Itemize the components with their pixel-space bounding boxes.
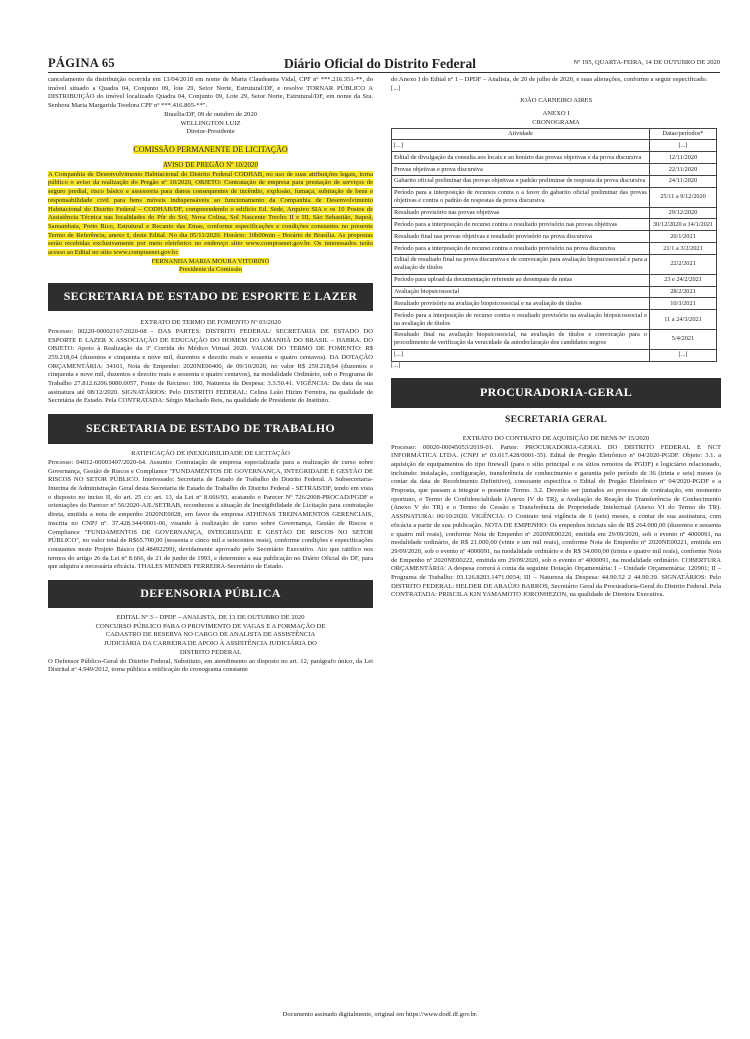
table-row	[392, 254, 717, 274]
aviso-signer: FERNANDA MARIA MOURA VITORINO	[151, 257, 270, 265]
page-header	[40, 56, 720, 72]
intro-signer: WELLINGTON LUIZ	[180, 119, 241, 127]
date-cell: 21/1 a 3/2/2021	[650, 243, 717, 255]
date-cell: 25/11 a 9/12/2020	[650, 187, 717, 207]
extrato-text: Processo: 00020-00045053/2019-01. Partes: PROCURADORIA-GERAL DO DISTRITO FEDERAL E NCT INFORMÁTICA LTDA. (CNPJ nº 03.017.428/0001-35). Edital de Pregão Eletrônico nº 04/2020-PGDF. Objeto: 3.1. a aquisição de equipamentos do tipo firewall (para o sítio principal e os sítios remotos da PGDF) e logiciário relacionado, incluindo: instalação, configuração, transferência de conhecimento e garantia pelo período de 36 (trinta e seis) meses (a contar da data de Recebimento Definitivo), consoante especifica o Edital do Pregão Eletrônico nº 04/2020-PGDF e a Proposta, que passam a integrar o presente Termo. 3.2. Deverão ser juntados ao processo de contratação, em momento oportuno, o Termo de Confidencialidade (Anexo IV do TR), a Avaliação de Reação de Transferência de Conhecimento (Anexo V do TR) e o Termo de Cessão e Transferência de Propriedade Intelectual (Anexo VI do Termo do TR). ASSINATURA: 06/10/2020. VIGÊNCIA: O Contrato terá vigência de 6 (seis) meses, a contar de sua assinatura, com eficácia a partir de sua publicação. NOTA DE EMPENHO: Os empenhos iniciais são de R$ 264.000,00 (duzentos e sessenta e quatro mil reais), conforme Nota de Empenho nº 2020NE00220, emitida em 29/09/2020, sob o evento nº 4000091, na modalidade ordinário, de R$ 21.000,00 (vinte e um mil reais), conforme Nota de Empenho nº 2020NE00221, emitida em 29/09/2020, sob o evento nº 4000091, na modalidade ordinário e de R$ 34.000,00 (trinta e quatro mil reais), conforme Nota de Empenho nº 2020NE00222, emitida em 29/09/2020, sob o evento nº 4000091, na modalidade ordinário. COBERTURA ORÇAMENTÁRIA: A despesa correrá à conta da seguinte Dotação Orçamentária: I – Unidade Orçamentária: 120901; II – Programa de Trabalho: 03.126.8203.1471.0034; III – Natureza da Despesa: 44.90.52 2 44.90.39. SIGNATÁRIOS: Pelo DISTRITO FEDERAL: HELDER DE ARAÚJO BARROS, Secretário Geral da Procuradoria-Geral do Distrito Federal. Pela CONTRATADA: PRISCILA KIN YAMAMOTO JORONHEZON, na qualidade de Diretora Executiva.	[391, 443, 721, 599]
date-cell: 23 e 24/2/2021	[650, 274, 717, 286]
date-cell: 22/2/2021	[650, 254, 717, 274]
activity-cell: Resultado provisório nas provas objetivas	[392, 207, 650, 219]
intro-text: cancelamento da distribuição ocorrida em 13/04/2018 em nome de Maria Claudeania Vidal, CPF nº ***.216.351-**, do imóvel situado a Quadra 04, Conjunto 09, lote 29, Setor Norte, Estrutural/DF, e resolve TORNAR PÚBLICO A DISTRIBUIÇÃO do imóvel localizado Quadra 04, Conjunto 09, Lote 29, Setor Norte, Estrutural/DF, em nome da Sra. Senhora Maria Margarida Teodora CPF nº ***.416.805-**".	[48, 76, 373, 110]
header-datas: Datas/períodos*	[650, 128, 717, 140]
defensoria-banner: DEFENSORIA PÚBLICA	[48, 580, 373, 608]
date-cell: 5/4/2021	[650, 329, 717, 349]
table-row	[392, 140, 717, 152]
page-number: PÁGINA 65	[48, 56, 115, 70]
cronograma-body	[392, 140, 717, 361]
table-row	[392, 152, 717, 164]
edital-sub-4: DISTRITO FEDERAL	[179, 648, 242, 656]
secretaria-geral-heading: SECRETARIA GERAL	[504, 415, 608, 426]
table-row	[392, 298, 717, 310]
table-header-row	[392, 128, 717, 140]
right-signer: JOÃO CARNEIRO AIRES	[519, 97, 593, 105]
journal-title: Diário Oficial do Distrito Federal	[284, 56, 476, 71]
activity-cell: Resultado final nas provas objetivas e resultado provisório na prova discursiva	[392, 231, 650, 243]
date-cell: [...]	[650, 140, 717, 152]
date-cell: 12/11/2020	[650, 152, 717, 164]
activity-cell: Período para a interposição de recursos contra o a favor do gabarito oficial preliminar das provas objetivas e contra o padrão de respostas da prova discursiva	[392, 187, 650, 207]
right-intro-text: do Anexo I do Edital nº 1 – DPDF – Analista, de 20 de julho de 2020, e suas alterações, conforme a seguir especificado.	[391, 76, 708, 83]
esporte-banner: SECRETARIA DE ESTADO DE ESPORTE E LAZER	[48, 283, 373, 311]
table-row	[392, 310, 717, 330]
fomento-title: EXTRATO DE TERMO DE FOMENTO Nº 03/2020	[140, 319, 281, 327]
date-cell: 20/1/2021	[650, 231, 717, 243]
edital-title: EDITAL Nº 3 – DPDF – ANALISTA, DE 13 DE OUTUBRO DE 2020	[116, 614, 305, 622]
activity-cell: Edital de divulgação da consulta aos locais e ao horário das provas objetivas e da prova discursiva	[392, 152, 650, 164]
date-cell: 22/11/2020	[650, 164, 717, 176]
ratif-title: RATIFICAÇÃO DE INEXIGIBILIDADE DE LICITAÇÃO	[131, 450, 290, 458]
date-cell: 29/12/2020	[650, 207, 717, 219]
edition-info: Nº 195, QUARTA-FEIRA, 14 DE OUTUBRO DE 2020	[573, 59, 720, 66]
activity-cell: Período para a interposição de recurso contra o resultado provisório nas provas objetivas	[392, 219, 650, 231]
activity-cell: Período para upload da documentação referente ao desempate de notas	[392, 274, 650, 286]
intro-role: Diretor-Presidente	[186, 128, 235, 136]
right-column	[391, 76, 721, 600]
edital-sub-3: JUDICIÁRIA DA CARREIRA DE APOIO À ASSISTÊNCIA JUDICIÁRIA DO	[104, 640, 317, 648]
aviso-title: AVISO DE PREGÃO Nº 10/2020	[163, 161, 258, 170]
table-row	[392, 219, 717, 231]
date-cell: 30/12/2020 a 14/1/2021	[650, 219, 717, 231]
activity-cell: Resultado provisório na avaliação biopsicossocial e na avaliação de títulos	[392, 298, 650, 310]
table-row	[392, 175, 717, 187]
activity-cell: Provas objetivas e prova discursiva	[392, 164, 650, 176]
ratif-text: Processo: 04012-00003497/2020-64. Assunto: Contratação de empresa especializada para a realização de curso sobre Governança, Gestão de Riscos e Compliance "FUNDAMENTOS DE GOVERNANÇA, INTEGRIDADE E GESTÃO DE RISCOS NO SETOR PÚBLICO. Interessado: Secretaria de Estado de Trabalho do Distrito Federal. A Subsecretaria-Interina de Administração Geral desta Secretaria de Estado de Trabalho do Distrito Federal - SETRAB/DF, tendo em vista o disposto no inciso II, do art. 25 c/c art. 13, da Lei nº 8.666/93, acatando o Parecer Nº 726/2008-PROCAD/PGDF e orientações do Parecer nº 56/2020-AJL/SETRAB, reconheceu a situação de Inexigibilidade de Licitação para contratação direta, emitida a nota de empenho 2020NE0028, em favor da empresa ATHENAS TREINAMENTOS GERENCIAIS, inscrita no CNPJ nº. 37.428.344/0001-06, visando à realização de curso sobre Governança, Gestão de Riscos e Compliance "FUNDAMENTOS DE GOVERNANÇA, INTEGRIDADE E GESTÃO DE RISCOS NO SETOR PÚBLICO", no valor total de R$65.700,00 (sessenta e cinco mil e setecentos reais), conforme condições e especificações constantes neste Projeto Básico (id.48492299), devidamente aprovado pelo Secretário Executivo. Ato que ratifico nos termos do artigo 26 da Lei nº 8.666, de 21 de junho de 1993, e determino a sua publicação no Diário Oficial do DF, para que adquira a necessária eficácia. THALES MENDES FERREIRA-Secretário de Estado.	[48, 458, 373, 571]
comissao-title: COMISSÃO PERMANENTE DE LICITAÇÃO	[133, 144, 288, 154]
table-row	[392, 231, 717, 243]
anexo-label: ANEXO I	[542, 110, 570, 118]
table-row	[392, 329, 717, 349]
fomento-text: Processo: 00220-00002167/2020-08 - DAS PARTES: DISTRITO FEDERAL/ SECRETARIA DE ESTADO DO ESPORTE E LAZER X ASSOCIAÇÃO DE EDUCAÇÃO DO HOMEM DO AMANHÃ DO BRASIL – HABRA. DO OBJETO: Apoio à Realização da 3ª Corrida do Médico Virtual 2020. VALOR DO TERMO DE FOMENTO: R$ 259.218,64 (duzentos e cinquenta e nove mil, duzentos e dezoito reais e sessenta e quatro centavos). DA DOTAÇÃO ORÇAMENTÁRIA: 34101, Nota de Empenho: 2020NE00400, de 09/10/2020, no valor R$ 259.218,64 (duzentos e cinquenta e nove mil, duzentos e dezoito reais e sessenta e quatro centavos), na modalidade Ordinário, sob o Programa de Trabalho 27.812.6206.9080.0057, Fonte de Recurso: 100, Natureza da Despesa: 3.3.50.41. VIGÊNCIA: Da data da sua assinatura até 08/12/2020. SIGNATÁRIOS: Pelo DISTRITO FEDERAL: Celina Leão Hizim Ferreira, na qualidade de Secretária de Estado. Pela CONTRATADA: Sérgio Machado Reis, na qualidade de Presidente do Instituto.	[48, 327, 373, 405]
header-atividade: Atividade	[392, 128, 650, 140]
table-row	[392, 349, 717, 361]
cronograma-table	[391, 128, 717, 362]
table-row	[392, 207, 717, 219]
edital-text: O Defensor Público-Geral do Distrito Federal, Substituto, em atendimento ao disposto no art. 12, parágrafo único, da Lei Distrital nº 4.949/2012, torna pública a retificação do cronograma constante	[48, 657, 373, 674]
activity-cell: Resultado final na avaliação biopsicossocial, na avaliação de títulos e convocação para o procedimento de verificação da veracidade da autodeclaração dos candidatos negros	[392, 329, 650, 349]
right-intro-ellipsis: [...]	[391, 84, 401, 92]
activity-cell: Edital de resultado final na prova discursiva e de convocação para avaliação biopsicossocial e para a avaliação de títulos	[392, 254, 650, 274]
aviso-text: A Companhia de Desenvolvimento Habitacional do Distrito Federal CODHAB, no uso de suas atribuições legais, torna público o aviso da realização do Pregão nº 10/2020, OBJETO: Contratação de empresa para prestação de serviços de seguro predial, risco básico e assessoria para danos consequentes de incêndio, explosão, fumaça, subtração de bens e responsabilidade civil para bens móveis indispensáveis ao funcionamento da Companhia de Desenvolvimento Habitacional do Distrito Federal – CODHAB/DF, compreendendo o edifício Ed. Sede, Arquivo SIA e os 10 Postos de Assistência Técnica nas localidades do Pôr do Sol, Nova Colina, Sol Nascente Trecho II e III, São Sebastião, Itapoã, Samambaia, Porto Rico, Estrutural e Recanto das Emas, conforme especificações e condições constantes no presente Termo de Referência, anexo I, deste Edital. No dia 05/11/2020. Horário: 10h00min - Horário de Brasília. As propostas serão recebidas exclusivamente por meio eletrônico no endereço sítio www.comprasnet.gov.br. Os interessados terão acesso ao Edital no sítio www.comprasnet.gov.br.	[48, 170, 373, 257]
activity-cell: Avaliação biopsicossocial	[392, 286, 650, 298]
date-cell: 24/11/2020	[650, 175, 717, 187]
intro-place-date: Brasília/DF, 09 de outubro de 2020	[164, 110, 257, 118]
activity-cell: [...]	[392, 140, 650, 152]
edital-sub-1: CONCURSO PÚBLICO PARA O PROVIMENTO DE VAGAS E A FORMAÇÃO DE	[95, 622, 326, 630]
date-cell: 10/3/2021	[650, 298, 717, 310]
table-row	[392, 274, 717, 286]
table-row	[392, 286, 717, 298]
left-column	[48, 76, 373, 675]
table-row	[392, 187, 717, 207]
aviso-role: Presidente da Comissão	[179, 266, 242, 274]
cronograma-label: CRONOGRAMA	[532, 118, 580, 126]
edital-sub-2: CADASTRO DE RESERVA NO CARGO DE ANALISTA DE ASSISTÊNCIA	[105, 631, 316, 639]
activity-cell: [...]	[392, 349, 650, 361]
header-rule	[48, 72, 720, 73]
date-cell: [...]	[650, 349, 717, 361]
procuradoria-banner: PROCURADORIA-GERAL	[391, 378, 721, 408]
page-footer: Documento assinado digitalmente, original em https://www.dodf.df.gov.br.	[282, 1011, 478, 1018]
trabalho-banner: SECRETARIA DE ESTADO DE TRABALHO	[48, 414, 373, 444]
extrato-title: EXTRATO DO CONTRATO DE AQUISIÇÃO DE BENS Nº 15/2020	[462, 434, 650, 442]
activity-cell: Gabarito oficial preliminar das provas objetivas e padrão preliminar de resposta da prova discursiva	[392, 175, 650, 187]
newspaper-page	[40, 48, 720, 1028]
activity-cell: Período para a interposição de recurso contra o resultado provisório na prova discursiva	[392, 243, 650, 255]
date-cell: 11 a 24/3/2021	[650, 310, 717, 330]
table-row	[392, 164, 717, 176]
date-cell: 28/2/2021	[650, 286, 717, 298]
table-row	[392, 243, 717, 255]
after-table-ellipsis: [...]	[391, 361, 401, 369]
activity-cell: Período para a interposição de recurso contra o resultado provisório na avaliação biopsicossocial e na avaliação de títulos	[392, 310, 650, 330]
